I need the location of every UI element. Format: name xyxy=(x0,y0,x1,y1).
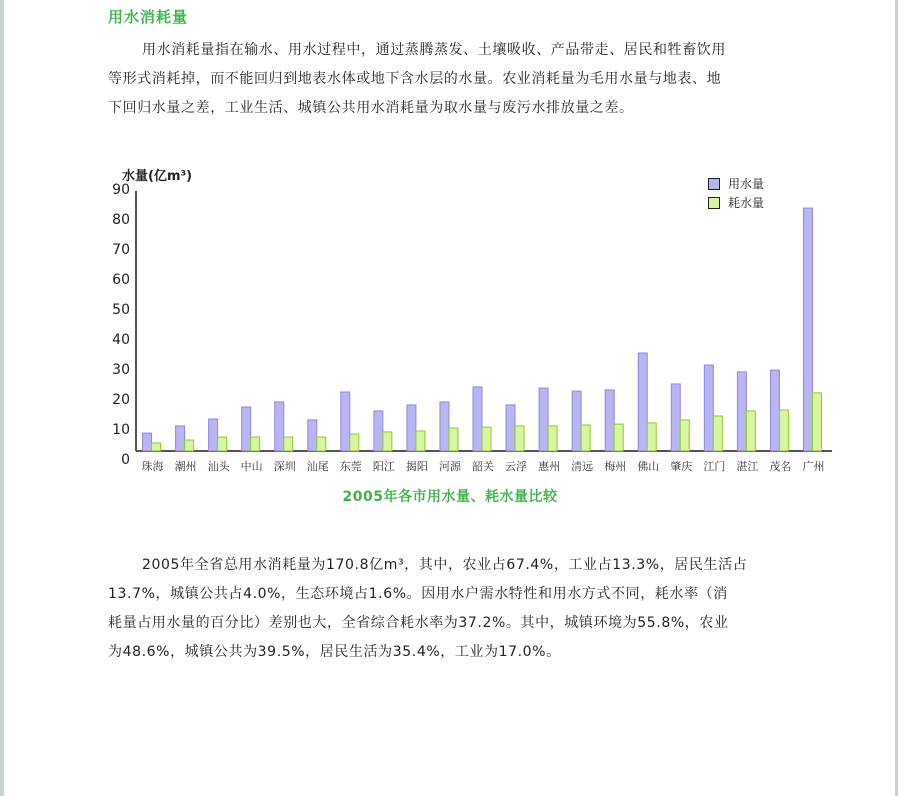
bar-water-use xyxy=(143,433,152,451)
x-tick-label: 揭阳 xyxy=(405,460,428,473)
y-tick-label: 50 xyxy=(112,302,130,318)
bar-consumption xyxy=(284,437,293,451)
bar-water-use xyxy=(770,370,779,451)
chart-title: 2005年各市用水量、耗水量比较 xyxy=(342,489,558,505)
bar-consumption xyxy=(218,437,227,451)
bar-consumption xyxy=(647,423,656,451)
x-tick-label: 珠海 xyxy=(141,460,164,473)
bar-water-use xyxy=(374,411,383,451)
bar-water-use xyxy=(407,405,416,451)
intro-line: 等形式消耗掉，而不能回归到地表水体或地下含水层的水量。农业消耗量为毛用水量与地表、地 xyxy=(108,71,722,87)
bar-water-use xyxy=(341,392,350,451)
intro-line: 用水消耗量指在输水、用水过程中，通过蒸腾蒸发、土壤吸收、产品带走、居民和牲畜饮用 xyxy=(142,42,726,58)
y-tick-label: 80 xyxy=(112,212,130,228)
x-tick-label: 中山 xyxy=(240,460,263,473)
x-tick-label: 茂名 xyxy=(769,460,792,473)
bar-consumption xyxy=(779,410,788,451)
x-tick-label: 湛江 xyxy=(736,460,759,473)
bar-water-use xyxy=(803,208,812,451)
bar-water-use xyxy=(308,420,317,451)
legend-label: 用水量 xyxy=(728,177,765,191)
bar-consumption xyxy=(251,437,260,451)
x-tick-label: 江门 xyxy=(703,460,726,473)
bar-consumption xyxy=(515,426,524,451)
legend-label: 耗水量 xyxy=(728,196,765,210)
bar-consumption xyxy=(713,416,722,451)
summary-line: 耗量占用水量的百分比）差别也大，全省综合耗水率为37.2%。其中，城镇环境为55.8%，农业 xyxy=(108,615,729,631)
x-tick-label: 梅州 xyxy=(604,460,627,473)
summary-paragraph xyxy=(108,551,828,667)
bar-water-use xyxy=(473,387,482,451)
bar-consumption xyxy=(416,431,425,451)
bar-consumption xyxy=(812,393,821,451)
bar-water-use xyxy=(506,405,515,451)
y-tick-label: 0 xyxy=(121,452,130,468)
bar-water-use xyxy=(671,384,680,451)
bar-consumption xyxy=(746,411,755,451)
y-tick-label: 30 xyxy=(112,362,130,378)
summary-line: 为48.6%，城镇公共为39.5%，居民生活为35.4%，工业为17.0%。 xyxy=(108,644,561,660)
x-tick-label: 阳江 xyxy=(372,460,395,473)
bar-consumption xyxy=(449,428,458,451)
bar-water-use xyxy=(704,365,713,451)
x-tick-label: 韶关 xyxy=(472,460,494,473)
bar-water-use xyxy=(572,391,581,451)
x-tick-label: 肇庆 xyxy=(670,460,693,473)
x-tick-label: 深圳 xyxy=(273,460,296,473)
y-tick-label: 20 xyxy=(112,392,130,408)
x-tick-label: 东莞 xyxy=(339,460,362,473)
bar-water-use xyxy=(737,372,746,451)
summary-line: 2005年全省总用水消耗量为170.8亿m³，其中，农业占67.4%，工业占13.3%，居民生活占 xyxy=(142,557,748,573)
x-tick-label: 佛山 xyxy=(637,460,660,473)
y-tick-label: 60 xyxy=(112,272,130,288)
x-tick-label: 清远 xyxy=(571,460,594,473)
bar-water-use xyxy=(605,390,614,451)
bar-consumption xyxy=(152,443,161,451)
bar-consumption xyxy=(383,432,392,451)
summary-line: 13.7%，城镇公共占4.0%，生态环境占1.6%。因用水户需水特性和用水方式不同，耗水率（消 xyxy=(108,586,728,602)
bar-water-use xyxy=(539,388,548,451)
bar-consumption xyxy=(350,434,359,451)
x-tick-label: 河源 xyxy=(438,460,461,473)
bar-water-use xyxy=(242,407,251,451)
y-axis-label: 水量(亿m³) xyxy=(122,169,193,184)
legend-item-consumption xyxy=(708,193,764,212)
x-tick-label: 汕头 xyxy=(207,460,230,473)
section-title: 用水消耗量 xyxy=(108,8,189,26)
bar-water-use xyxy=(275,402,284,451)
bar-consumption xyxy=(482,427,491,451)
bar-consumption xyxy=(548,426,557,451)
intro-line: 下回归水量之差，工业生活、城镇公共用水消耗量为取水量与废污水排放量之差。 xyxy=(108,100,634,116)
x-tick-label: 惠州 xyxy=(538,460,561,473)
x-tick-label: 广州 xyxy=(802,460,825,473)
x-tick-label: 汕尾 xyxy=(306,460,329,473)
bar-consumption xyxy=(185,440,194,451)
legend-item-water-use xyxy=(708,174,764,193)
bar-water-use xyxy=(176,426,185,451)
bar-water-use xyxy=(209,419,218,451)
bar-consumption xyxy=(581,425,590,451)
legend-swatch-water-use xyxy=(708,178,720,190)
legend-swatch-consumption xyxy=(708,197,720,209)
bar-consumption xyxy=(680,420,689,451)
bar-water-use xyxy=(440,402,449,451)
y-tick-label: 40 xyxy=(112,332,130,348)
bar-consumption xyxy=(317,437,326,451)
x-tick-label: 潮州 xyxy=(174,460,197,473)
bar-water-use xyxy=(638,353,647,451)
y-tick-label: 90 xyxy=(112,182,130,198)
legend xyxy=(708,174,764,212)
y-tick-label: 10 xyxy=(112,422,130,438)
y-tick-label: 70 xyxy=(112,242,130,258)
bar-consumption xyxy=(614,424,623,451)
x-tick-label: 云浮 xyxy=(505,460,528,473)
